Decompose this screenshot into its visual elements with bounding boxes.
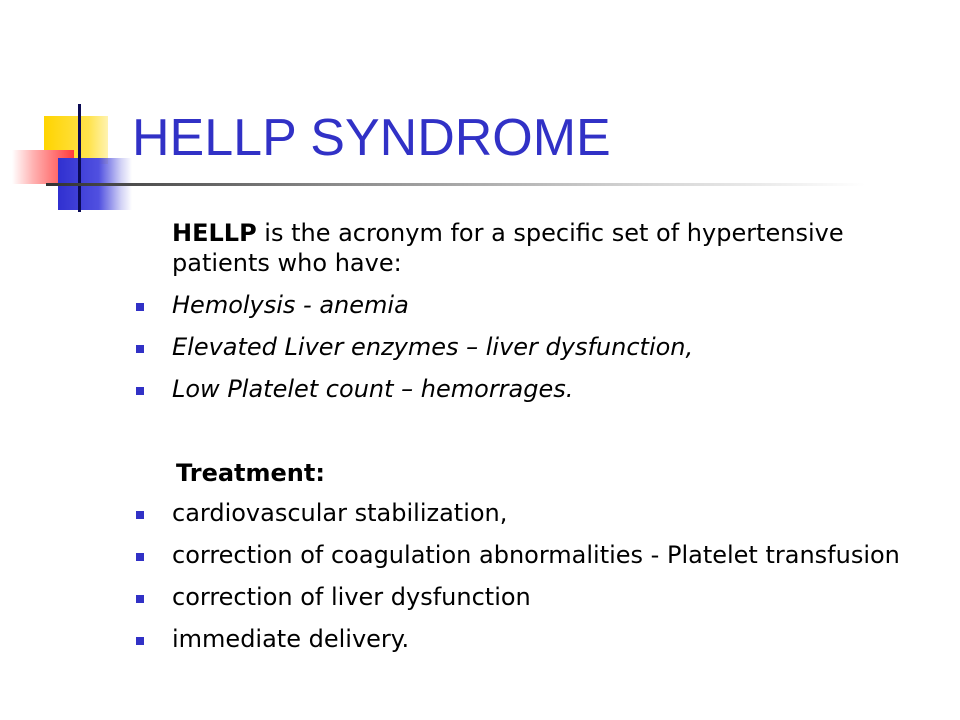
list-item <box>132 624 922 654</box>
intro-paragraph <box>172 218 922 278</box>
list-item <box>132 290 922 320</box>
list-item <box>132 540 922 570</box>
list-item <box>132 498 922 528</box>
slide-title: HELLP SYNDROME <box>132 109 611 167</box>
treatment-text: immediate delivery. <box>172 625 410 653</box>
symptom-text: Low Platelet count – hemorrages. <box>172 375 574 403</box>
list-item <box>132 374 922 404</box>
slide-body <box>132 218 922 666</box>
section-spacer <box>132 416 922 458</box>
treatment-list <box>132 498 922 654</box>
square-bullet-icon <box>136 637 144 645</box>
symptom-text: Hemolysis - anemia <box>172 291 409 319</box>
corner-vertical-line <box>78 104 81 212</box>
title-underline <box>46 183 866 186</box>
treatment-text: correction of coagulation abnormalities - Platelet transfusion <box>172 541 900 569</box>
square-bullet-icon <box>136 387 144 395</box>
square-bullet-icon <box>136 595 144 603</box>
symptom-list <box>132 290 922 404</box>
square-bullet-icon <box>136 345 144 353</box>
list-item <box>132 332 922 362</box>
treatment-text: cardiovascular stabilization, <box>172 499 508 527</box>
list-item <box>132 582 922 612</box>
treatment-text: correction of liver dysfunction <box>172 583 531 611</box>
square-bullet-icon <box>136 553 144 561</box>
symptom-text: Elevated Liver enzymes – liver dysfunction, <box>172 333 694 361</box>
intro-acronym: HELLP <box>172 219 257 247</box>
intro-text: is the acronym for a specific set of hypertensive patients who have: <box>172 219 844 277</box>
square-bullet-icon <box>136 511 144 519</box>
square-bullet-icon <box>136 303 144 311</box>
treatment-heading: Treatment: <box>176 459 325 487</box>
